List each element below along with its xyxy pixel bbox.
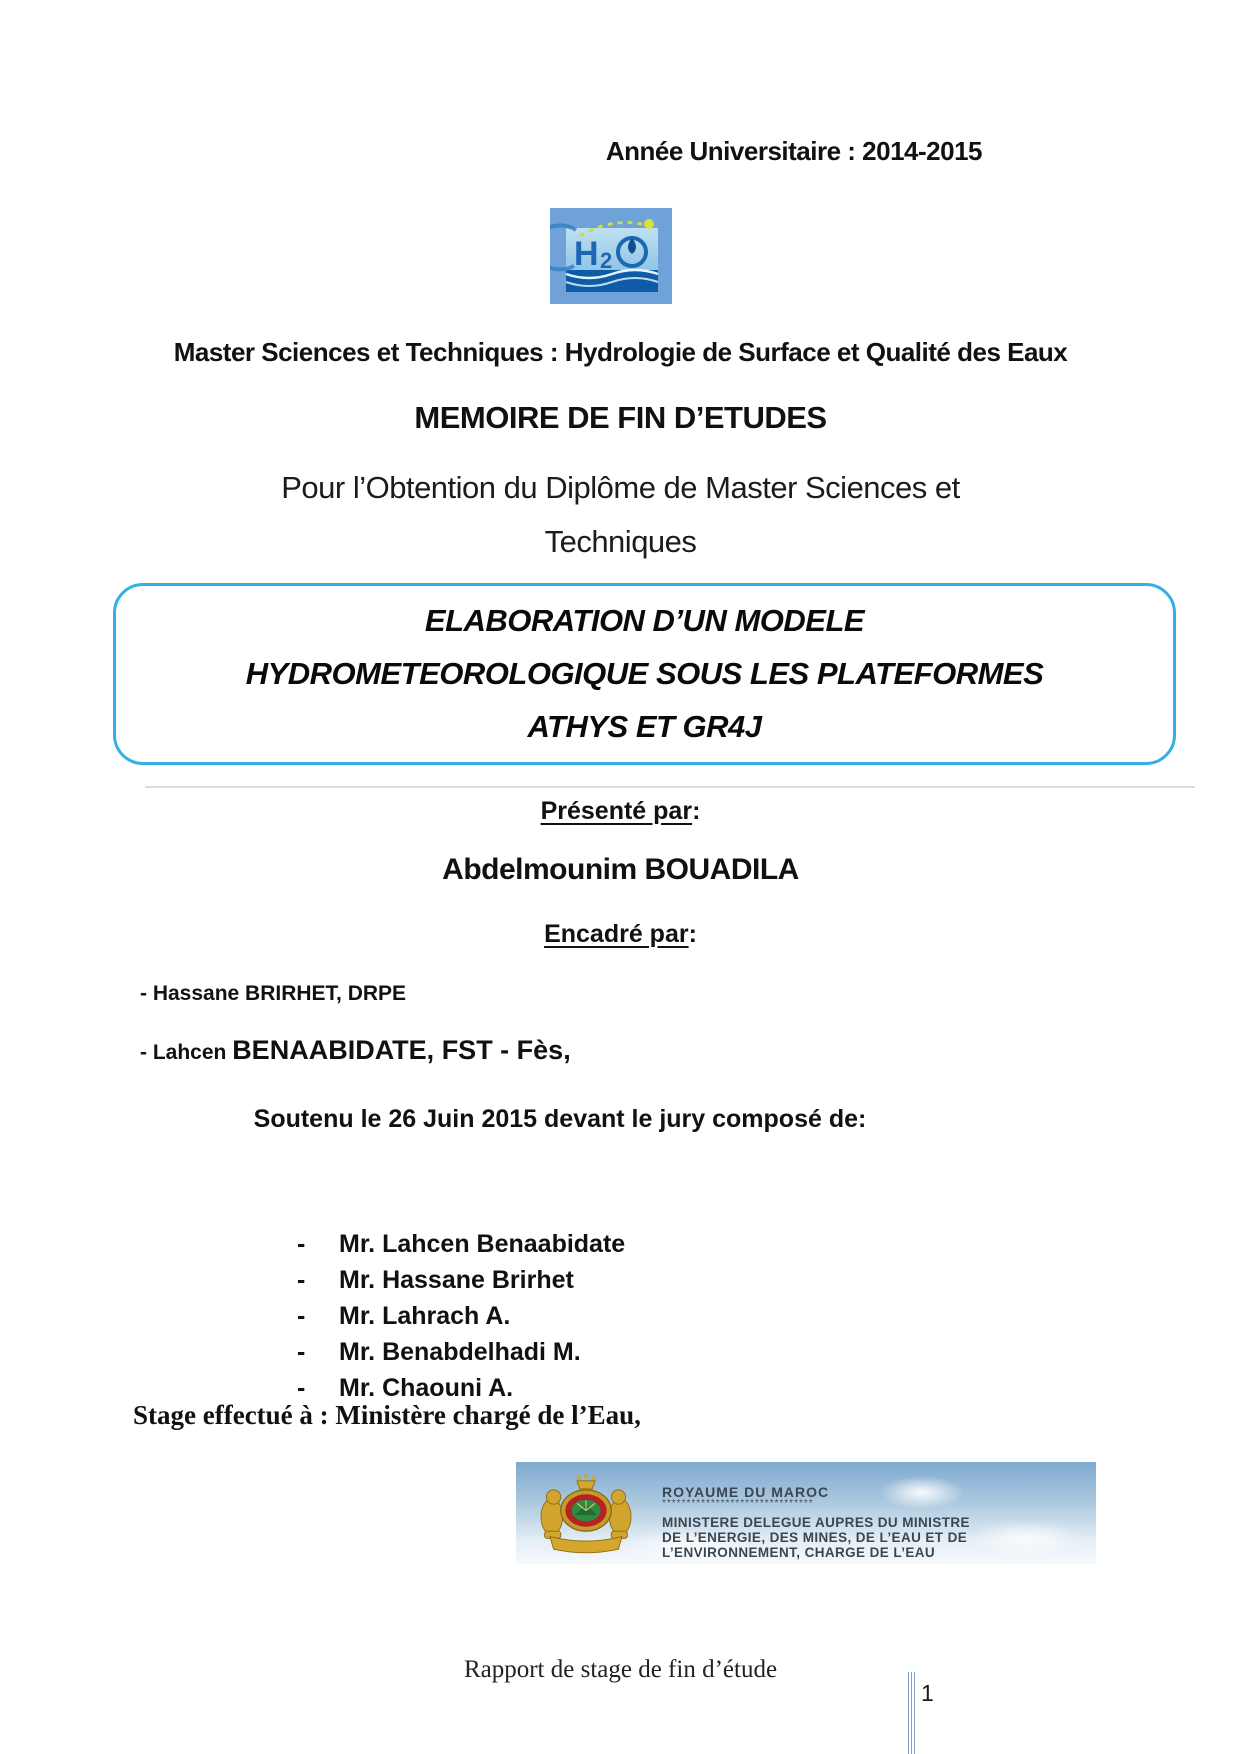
thesis-title-line-3: ATHYS ET GR4J bbox=[527, 709, 762, 744]
ministry-separator: ******************************* bbox=[662, 1498, 814, 1509]
svg-text:H: H bbox=[574, 235, 599, 273]
diploma-line-2: Techniques bbox=[544, 524, 697, 559]
supervised-by-label: Encadré par: bbox=[544, 920, 697, 948]
thesis-title-box bbox=[113, 583, 1176, 765]
presented-by-label: Présenté par: bbox=[540, 797, 701, 825]
defense-date-line: Soutenu le 26 Juin 2015 devant le jury composé de: bbox=[253, 1105, 867, 1133]
ministry-name-line-2: DE L’ENERGIE, DES MINES, DE L’EAU ET DE bbox=[662, 1530, 968, 1545]
h2o-water-logo-icon bbox=[550, 208, 672, 304]
program-title: Master Sciences et Techniques : Hydrologie de Surface et Qualité des Eaux bbox=[173, 337, 1068, 367]
divider-line bbox=[145, 786, 1195, 788]
jury-member: - Mr. Chaouni A. bbox=[297, 1374, 514, 1402]
ministry-country-line: ROYAUME DU MAROC bbox=[662, 1484, 830, 1500]
academic-year: Année Universitaire : 2014-2015 bbox=[605, 136, 982, 166]
ministry-name-line-3: L’ENVIRONNEMENT, CHARGE DE L’EAU bbox=[662, 1545, 936, 1560]
jury-member: - Mr. Lahcen Benaabidate bbox=[297, 1230, 626, 1258]
ministry-name-line-1: MINISTERE DELEGUE AUPRES DU MINISTRE bbox=[662, 1515, 970, 1530]
page-number: 1 bbox=[921, 1680, 934, 1706]
supervisor-2: - Lahcen BENAABIDATE, FST - Fès, bbox=[140, 1035, 571, 1065]
diploma-line-1: Pour l’Obtention du Diplôme de Master Sciences et bbox=[281, 470, 960, 505]
jury-member: - Mr. Benabdelhadi M. bbox=[297, 1338, 581, 1366]
jury-list bbox=[297, 1230, 625, 1410]
jury-member: - Mr. Hassane Brirhet bbox=[297, 1266, 574, 1294]
thesis-title-line-1: ELABORATION D’UN MODELE bbox=[424, 603, 865, 638]
ministry-text-block bbox=[662, 1484, 970, 1560]
morocco-coat-of-arms-icon bbox=[528, 1470, 644, 1560]
ministry-banner bbox=[516, 1462, 1096, 1564]
memoire-heading: MEMOIRE DE FIN D’ETUDES bbox=[414, 400, 827, 435]
internship-location: Stage effectué à : Ministère chargé de l’Eau, bbox=[133, 1400, 641, 1430]
author-name: Abdelmounim BOUADILA bbox=[442, 853, 799, 886]
h2o-logo-graphic bbox=[550, 208, 672, 304]
svg-text:2: 2 bbox=[600, 248, 613, 273]
jury-member: - Mr. Lahrach A. bbox=[297, 1302, 511, 1330]
thesis-title-line-2: HYDROMETEOROLOGIQUE SOUS LES PLATEFORMES bbox=[245, 656, 1044, 691]
supervisor-1: - Hassane BRIRHET, DRPE bbox=[140, 982, 407, 1005]
page-number-divider bbox=[908, 1672, 916, 1754]
footer-report-title: Rapport de stage de fin d’étude bbox=[463, 1656, 778, 1683]
